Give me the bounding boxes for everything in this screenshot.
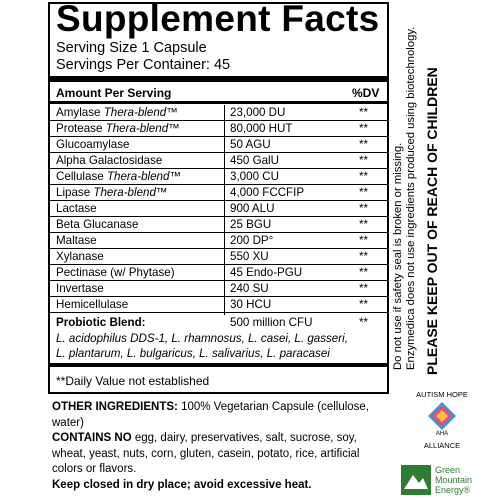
ingredient-row [50,121,387,137]
ingredient-name [56,201,97,217]
ingredient-amount: 550 XU [230,250,269,263]
ingredient-amount: 900 ALU [230,202,275,215]
ingredient-row [50,233,387,249]
ingredient-name-text: Pectinase (w/ Phytase) [56,266,175,279]
other-ingredients [52,400,392,493]
ingredient-row [50,201,387,217]
ingredient-name-text: Lipase [56,186,91,199]
ingredient-blend: Thera-blend™ [105,122,180,135]
probiotic-blend [50,314,387,361]
ingredient-dv: ** [359,266,369,279]
dv-header: %DV [352,86,380,100]
probiotic-strains-1: L. acidophilus DDS-1, L. rhamnosus, L. casei, L. gasseri, [56,332,348,345]
gme-line-2: Mountain [435,475,473,485]
ingredient-amount: 80,000 HUT [230,122,293,135]
ingredient-name [56,169,181,185]
ingredient-dv: ** [359,170,369,183]
ingredient-dv: ** [359,234,369,247]
ingredient-amount: 3,000 CU [230,170,279,183]
ingredient-amount: 450 GalU [230,154,279,167]
ingredient-row [50,217,387,233]
children-warning: PLEASE KEEP OUT OF REACH OF CHILDREN [424,67,440,375]
ingredient-dv: ** [359,218,369,231]
probiotic-dv: ** [359,316,369,329]
ingredient-dv: ** [359,154,369,167]
ingredient-row [50,297,387,313]
ingredient-name [56,137,129,153]
ingredient-name [56,121,180,137]
supplement-facts-panel [48,2,389,394]
green-mountain-energy-logo [401,465,473,500]
ingredient-name-text: Maltase [56,234,97,247]
ingredient-name-text: Cellulase [56,170,104,183]
ingredient-dv: ** [359,122,369,135]
ingredient-name [56,249,104,265]
ingredient-row [50,249,387,265]
ingredient-dv: ** [359,282,369,295]
ingredient-name-text: Hemicellulase [56,298,129,311]
probiotic-name: Probiotic Blend: [56,316,146,329]
ingredient-amount: 4,000 FCCFIP [230,186,305,199]
ingredient-name-text: Alpha Galactosidase [56,154,163,167]
ingredient-name [56,217,139,233]
ingredient-name [56,153,162,169]
panel-title: Supplement Facts [56,0,380,39]
ingredient-row [50,281,387,297]
ingredient-blend: Thera-blend™ [106,170,182,183]
ingredient-name-text: Lactase [56,202,97,215]
ingredient-amount: 25 BGU [230,218,272,231]
ingredient-name-text: Invertase [56,282,104,295]
ingredients-label: OTHER INGREDIENTS: [52,401,178,413]
ingredient-amount: 50 AGU [230,138,271,151]
ingredient-name [56,265,175,281]
ingredient-amount: 45 Endo-PGU [230,266,303,279]
ingredient-dv: ** [359,298,369,311]
ingredient-row [50,169,387,185]
gme-line-1: Green [435,465,461,475]
ingredient-dv: ** [359,250,369,263]
aha-mid-text: AHA [435,431,449,437]
side-warning [392,0,418,370]
serving-size: Serving Size 1 Capsule [56,40,207,56]
amount-header: Amount Per Serving [56,86,172,100]
ingredient-name [56,281,104,297]
ingredient-row [50,185,387,201]
aha-top-text: AUTISM HOPE [416,390,468,399]
ingredient-name-text: Beta Glucanase [56,218,139,231]
aha-logo [400,390,484,460]
ingredient-row [50,153,387,169]
ingredient-dv: ** [359,202,369,215]
footer-divider [50,363,387,367]
aha-bottom-text: ALLIANCE [423,441,461,450]
footnote: **Daily Value not established [56,374,210,388]
thick-divider [50,76,387,82]
ingredient-blend: Thera-blend™ [93,186,168,199]
ingredient-amount: 30 HCU [230,298,272,311]
ingredient-name [56,105,178,121]
storage-text: Keep closed in dry place; avoid excessive heat. [52,478,312,491]
ingredient-name [56,297,128,313]
ingredient-name [56,185,168,201]
ingredients-text: 100% Vegetarian Capsule (cellulose, water) [52,401,370,429]
ingredient-dv: ** [359,138,369,151]
ingredient-row [50,137,387,153]
ingredient-amount: 240 SU [230,282,269,295]
contains-text: egg, dairy, preservatives, salt, sucrose, soy, wheat, yeast, nuts, corn, gluten, casein, potato, rice, artificial colors or flavors. [52,432,360,475]
ingredient-blend: Thera-blend™ [103,106,178,119]
gme-line-3: Energy® [435,485,471,495]
probiotic-strains-2: L. plantarum, L. bulgaricus, L. salivarius, L. paracasei [56,347,330,360]
ingredient-row [50,105,387,121]
header-divider [50,101,387,104]
ingredient-name-text: Glucoamylase [56,138,130,151]
ingredient-name-text: Protease [56,122,103,135]
ingredient-name-text: Amylase [56,106,101,119]
ingredient-row [50,265,387,281]
ingredient-amount: 23,000 DU [230,106,286,119]
ingredient-dv: ** [359,106,369,119]
mountain-icon [401,465,431,495]
ingredient-amount: 200 DP° [230,234,274,247]
servings-per-container: Servings Per Container: 45 [56,57,231,73]
contains-label: CONTAINS NO [52,432,132,444]
ingredient-name-text: Xylanase [56,250,104,263]
ingredient-dv: ** [359,186,369,199]
biotech-statement: Enzymedica does not use ingredients produced using biotechnology. [405,26,417,370]
aha-emblem-icon [427,401,457,431]
safety-seal-warning: Do not use if safety seal is broken or missing. [392,142,404,370]
ingredient-name [56,233,97,249]
column-divider [224,105,225,315]
probiotic-amount: 500 million CFU [230,316,313,329]
